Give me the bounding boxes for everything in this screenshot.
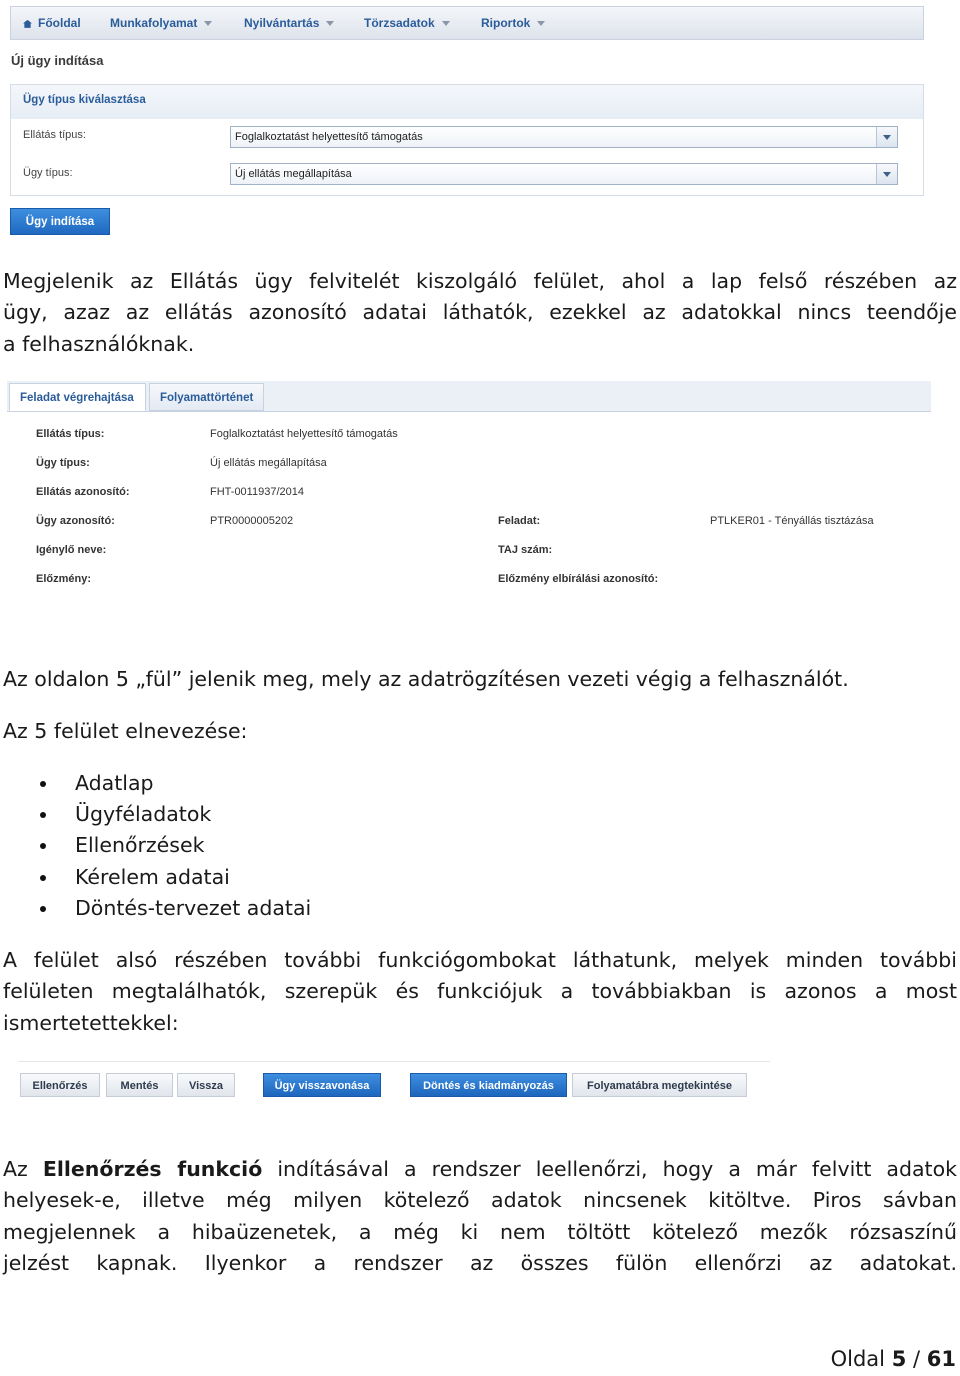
case-type-value: Új ellátás megállapítása (210, 457, 327, 469)
home-icon (23, 20, 32, 28)
nav-workflow[interactable]: Munkafolyamat (110, 7, 212, 39)
benefit-type-label: Ellátás típus: (36, 428, 105, 440)
tabs-list-heading: Az 5 felület elnevezése: (3, 719, 248, 743)
applicant-name-label: Igénylő neve: (36, 544, 107, 556)
withdraw-case-button[interactable]: Ügy visszavonása (263, 1073, 381, 1097)
start-case-button[interactable]: Ügy indítása (10, 208, 110, 235)
antecedent-label: Előzmény: (36, 573, 92, 585)
task-label: Feladat: (498, 515, 541, 527)
nav-home[interactable]: Főoldal (23, 7, 81, 39)
taj-number-label: TAJ szám: (498, 544, 553, 556)
case-id-label: Ügy azonosító: (36, 515, 115, 527)
case-type-value: Új ellátás megállapítása (235, 168, 352, 180)
emphasis-text: Ellenőrzés funkció (42, 1157, 263, 1181)
text-line: jelzést kapnak. Ilyenkor a rendszer az összes fülön ellenőrzi az adatokat. (3, 1250, 957, 1275)
chevron-down-icon (204, 21, 212, 26)
check-function-paragraph (3, 1154, 957, 1279)
tabs-intro-paragraph: Az oldalon 5 „fül” jelenik meg, mely az adatrögzítésen vezeti végig a felhasználót. (3, 667, 849, 691)
chevron-down-icon (326, 21, 334, 26)
benefit-type-label: Ellátás típus: (23, 129, 86, 141)
task-execution-screenshot (7, 381, 931, 589)
check-button[interactable]: Ellenőrzés (20, 1073, 100, 1097)
text-line: A felület alsó részében további funkciógombokat láthatunk, melyek minden további (3, 948, 957, 972)
view-process-diagram-button[interactable]: Folyamatábra megtekintése (572, 1073, 747, 1097)
dropdown-arrow-icon[interactable] (876, 127, 897, 147)
benefit-id-value: FHT-0011937/2014 (210, 486, 304, 498)
benefit-id-label: Ellátás azonosító: (36, 486, 130, 498)
decision-and-issue-button[interactable]: Döntés és kiadmányozás (410, 1073, 567, 1097)
nav-reports[interactable]: Riportok (481, 7, 545, 39)
case-type-panel (10, 84, 924, 196)
tab-bar (7, 381, 931, 412)
text-line: helyesek-e, illetve még milyen kötelező adatok nincsenek kitöltve. Piros sávban (3, 1188, 957, 1213)
intro-paragraph (3, 266, 957, 360)
divider (18, 1061, 770, 1062)
antecedent-decision-id-label: Előzmény elbírálási azonosító: (498, 573, 659, 585)
back-button[interactable]: Vissza (177, 1073, 235, 1097)
dropdown-arrow-icon[interactable] (876, 164, 897, 184)
chevron-down-icon (537, 21, 545, 26)
case-id-value: PTR0000005202 (210, 515, 294, 527)
case-type-label: Ügy típus: (36, 457, 90, 469)
panel-title: Ügy típus kiválasztása (23, 94, 146, 106)
page-title: Új ügy indítása (11, 53, 104, 68)
tab-process-history[interactable]: Folyamattörténet (149, 383, 264, 411)
function-buttons-paragraph (3, 945, 957, 1039)
case-type-select[interactable] (230, 163, 898, 185)
nav-registry[interactable]: Nyilvántartás (244, 7, 334, 39)
text-line: a felhasználóknak. (3, 331, 195, 356)
text-line: Az Ellenőrzés funkció indításával a rendszer leellenőrzi, hogy a már felvitt adatok (3, 1157, 957, 1181)
case-type-label: Ügy típus: (23, 167, 73, 179)
text-line: ügy, azaz az ellátás azonosító adatai láthatók, ezekkel az adatokkal nincs teendője (3, 300, 957, 325)
task-value: PTLKER01 - Tényállás tisztázása (710, 515, 874, 527)
text-line: felületen megtalálhatók, szerepük és funkciójuk a továbbiakban is azonos a most (3, 979, 957, 1004)
text-line: megjelennek a hibaüzenetek, a még ki nem töltött kötelező mezők rózsaszínű (3, 1219, 957, 1244)
benefit-type-value: Foglalkoztatást helyettesítő támogatás (210, 428, 398, 440)
page-number-footer: Oldal 5 / 61 (830, 1347, 956, 1371)
nav-master-data[interactable]: Törzsadatok (364, 7, 450, 39)
text-line: Megjelenik az Ellátás ügy felvitelét kiszolgáló felület, ahol a lap felső részében az (3, 269, 957, 293)
benefit-type-value: Foglalkoztatást helyettesítő támogatás (235, 131, 423, 143)
panel-header (11, 85, 923, 119)
benefit-type-select[interactable] (230, 126, 898, 148)
save-button[interactable]: Mentés (106, 1073, 173, 1097)
chevron-down-icon (442, 21, 450, 26)
tab-task-execution[interactable]: Feladat végrehajtása (9, 383, 146, 411)
top-navigation-bar (10, 6, 924, 40)
text-line: ismertetettekkel: (3, 1010, 179, 1035)
